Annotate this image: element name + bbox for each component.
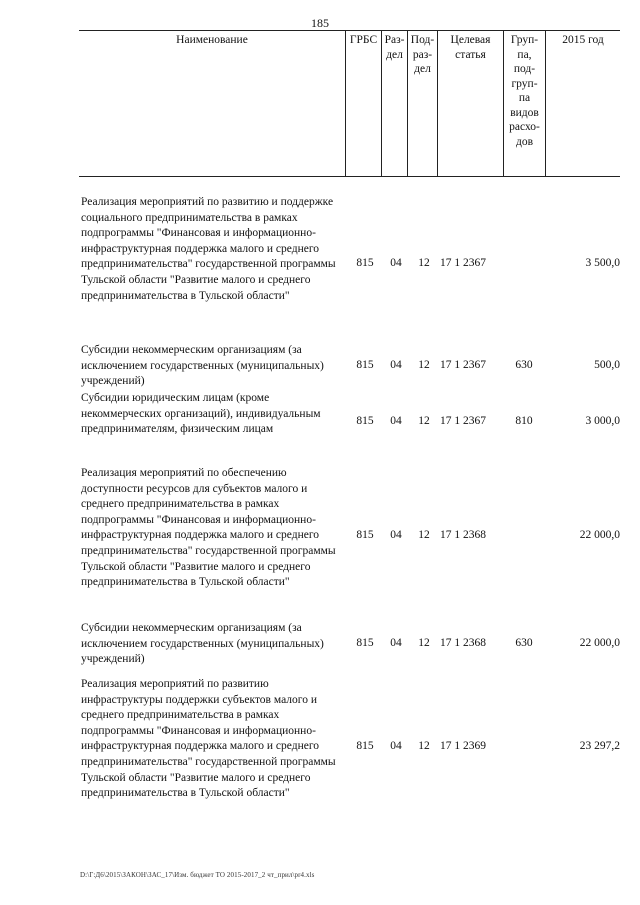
row-target: 17 1 2368	[440, 637, 486, 649]
row-podrazdel: 12	[418, 359, 430, 371]
row-target: 17 1 2369	[440, 740, 486, 752]
row-podrazdel: 12	[418, 257, 430, 269]
row-razdel: 04	[390, 257, 402, 269]
row-grbs: 815	[356, 529, 374, 541]
row-amount: 3 000,0	[585, 415, 620, 427]
header-year: 2015 год	[562, 34, 604, 46]
file-path-footer: D:\Г:Д6\2015\ЗАКОН\ЗАС_17\Изм. бюджет ТО 2015-2017_2 чт_прил\pr4.xls	[80, 871, 315, 879]
row-name: Реализация мероприятий по развитию инфраструктуры поддержки субъектов малого и среднего предпринимательства в рамках подпрограммы "Финансовая и информационно-инфраструктурная поддержка малого и среднего предпринимательства" государственной программы Тульской области "Развитие малого и среднего предпринимательства в Тульской области"	[81, 678, 336, 800]
header-podrazdel: Под- раз- дел	[408, 31, 438, 176]
row-razdel: 04	[390, 359, 402, 371]
row-target: 17 1 2367	[440, 359, 486, 371]
row-razdel: 04	[390, 740, 402, 752]
row-podrazdel: 12	[418, 740, 430, 752]
header-group: Груп- па, под- груп- па видов расхо- дов	[504, 31, 546, 176]
row-grbs: 815	[356, 257, 374, 269]
table-header	[79, 30, 620, 177]
row-amount: 22 000,0	[579, 529, 620, 541]
row-target: 17 1 2367	[440, 415, 486, 427]
row-name: Реализация мероприятий по развитию и поддержке социального предпринимательства в рамках подпрограммы "Финансовая и информационно-инфраструктурная поддержка малого и среднего предпринимательства" государственной программы Тульской области "Развитие малого и среднего предпринимательства в Тульской области"	[81, 196, 336, 302]
row-group: 630	[515, 637, 533, 649]
row-name: Субсидии некоммерческим организациям (за исключением государственных (муниципальных) учреждений)	[81, 622, 324, 666]
page-number: 185	[311, 16, 329, 30]
row-amount: 22 000,0	[579, 637, 620, 649]
row-grbs: 815	[356, 740, 374, 752]
row-razdel: 04	[390, 637, 402, 649]
row-grbs: 815	[356, 415, 374, 427]
row-grbs: 815	[356, 359, 374, 371]
header-target: Целевая статья	[438, 31, 504, 176]
row-podrazdel: 12	[418, 415, 430, 427]
row-target: 17 1 2368	[440, 529, 486, 541]
row-group: 810	[515, 415, 533, 427]
header-razdel: Раз- дел	[382, 31, 408, 176]
row-amount: 23 297,2	[579, 740, 620, 752]
header-grbs: ГРБС	[346, 31, 382, 176]
row-group: 630	[515, 359, 533, 371]
row-amount: 3 500,0	[585, 257, 620, 269]
row-amount: 500,0	[594, 359, 620, 371]
row-podrazdel: 12	[418, 529, 430, 541]
row-name: Субсидии юридическим лицам (кроме некоммерческих организаций), индивидуальным предпринимателям, физическим лицам	[81, 392, 321, 436]
row-podrazdel: 12	[418, 637, 430, 649]
row-razdel: 04	[390, 529, 402, 541]
header-name: Наименование	[79, 31, 346, 176]
row-name: Реализация мероприятий по обеспечению доступности ресурсов для субъектов малого и среднего предпринимательства в рамках подпрограммы "Финансовая и информационно-инфраструктурная поддержка малого и среднего предпринимательства" государственной программы Тульской области "Развитие малого и среднего предпринимательства в Тульской области"	[81, 467, 336, 589]
row-grbs: 815	[356, 637, 374, 649]
row-name: Субсидии некоммерческим организациям (за исключением государственных (муниципальных) учреждений)	[81, 344, 324, 388]
row-target: 17 1 2367	[440, 257, 486, 269]
row-razdel: 04	[390, 415, 402, 427]
